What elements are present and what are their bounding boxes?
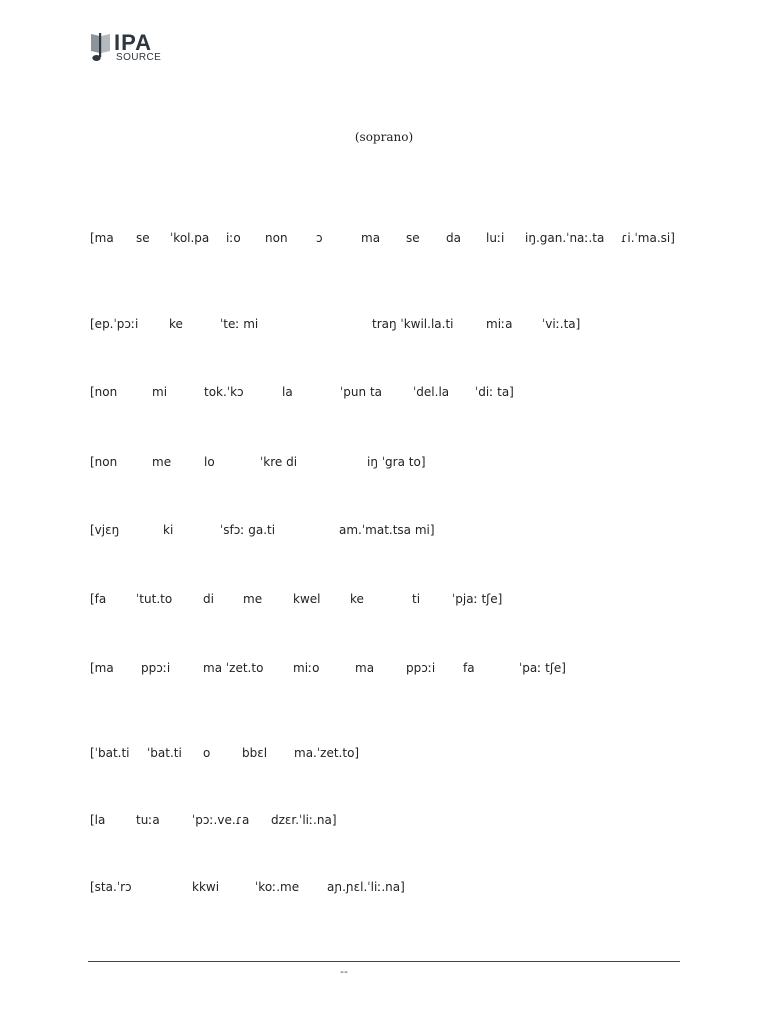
page-number: --	[340, 965, 348, 978]
ipa-word: tuːa	[136, 813, 160, 827]
ipa-word: ˈtut.to	[136, 592, 173, 606]
ipa-line	[0, 454, 768, 470]
ipa-word: aɲ.ɲɛl.ˈliː.na]	[327, 880, 405, 894]
ipa-line	[0, 660, 768, 676]
ipa-word: tok.ˈkɔ	[204, 385, 244, 399]
ipa-line	[0, 745, 768, 761]
ipa-word: se	[406, 231, 420, 245]
ipa-word: bbɛl	[242, 746, 268, 760]
ipa-word: ˈdiː ta]	[475, 385, 514, 399]
ipa-word: ppɔːi	[141, 661, 171, 675]
ipa-word: la	[282, 385, 293, 399]
ipa-line	[0, 591, 768, 607]
book-music-note-icon	[90, 31, 112, 63]
ipa-word: traŋ ˈkwil.la.ti	[372, 317, 454, 331]
ipa-word: ma	[361, 231, 381, 245]
ipa-word: me	[152, 455, 172, 469]
ipa-word: ˈsfɔː ga.ti	[220, 523, 276, 537]
ipa-word: [ma	[90, 661, 114, 675]
ipa-word: kwel	[293, 592, 321, 606]
ipa-word: ma.ˈzet.to]	[294, 746, 360, 760]
ipa-source-logo	[90, 31, 170, 65]
ipa-word: [vjɛŋ	[90, 523, 120, 537]
ipa-word: [sta.ˈrɔ	[90, 880, 132, 894]
logo-subtitle: SOURCE	[116, 52, 162, 63]
ipa-word: ma	[355, 661, 375, 675]
ipa-word: ke	[169, 317, 183, 331]
ipa-word: luːi	[486, 231, 505, 245]
ipa-word: ɔ	[316, 231, 323, 245]
ipa-word: ˈkol.pa	[170, 231, 210, 245]
ipa-word: da	[446, 231, 461, 245]
ipa-word: ˈdel.la	[413, 385, 450, 399]
ipa-word: ɾi.ˈma.si]	[621, 231, 675, 245]
ipa-word: kkwi	[192, 880, 220, 894]
ipa-word: am.ˈmat.tsa mi]	[339, 523, 435, 537]
ipa-word: iŋ.gan.ˈnaː.ta	[525, 231, 605, 245]
ipa-word: se	[136, 231, 150, 245]
ipa-word: iːo	[226, 231, 241, 245]
ipa-word: [ma	[90, 231, 114, 245]
ipa-word: iŋ ˈgra to]	[367, 455, 426, 469]
ipa-word: miːa	[486, 317, 513, 331]
ipa-word: ma ˈzet.to	[203, 661, 264, 675]
ipa-word: ˈkre di	[260, 455, 298, 469]
ipa-line	[0, 384, 768, 400]
ipa-line	[0, 316, 768, 332]
ipa-word: ˈpɔː.ve.ɾa	[192, 813, 250, 827]
ipa-word: ˈpaː tʃe]	[519, 661, 566, 675]
ipa-word: ppɔːi	[406, 661, 436, 675]
ipa-word: ˈkoː.me	[255, 880, 300, 894]
ipa-word: dzɛr.ˈliː.na]	[271, 813, 337, 827]
ipa-word: [non	[90, 385, 118, 399]
ipa-word: di	[203, 592, 214, 606]
ipa-word: [ep.ˈpɔːi	[90, 317, 139, 331]
ipa-word: fa	[463, 661, 475, 675]
logo-wordmark: IPA	[114, 30, 153, 55]
ipa-word: [fa	[90, 592, 107, 606]
ipa-word: ti	[412, 592, 421, 606]
role-heading: (soprano)	[354, 130, 414, 144]
ipa-word: mi	[152, 385, 168, 399]
footer-rule	[88, 961, 680, 962]
ipa-line	[0, 812, 768, 828]
ipa-word: me	[243, 592, 263, 606]
ipa-word: [ˈbat.ti	[90, 746, 130, 760]
ipa-word: [non	[90, 455, 118, 469]
ipa-word: non	[265, 231, 288, 245]
ipa-word: ˈpjaː tʃe]	[452, 592, 503, 606]
ipa-word: ˈviː.ta]	[542, 317, 581, 331]
ipa-word: ki	[163, 523, 174, 537]
ipa-line	[0, 522, 768, 538]
ipa-word: ke	[350, 592, 364, 606]
ipa-word: o	[203, 746, 211, 760]
ipa-word: lo	[204, 455, 215, 469]
ipa-word: [la	[90, 813, 106, 827]
ipa-word: ˈteː mi	[220, 317, 259, 331]
ipa-line	[0, 879, 768, 895]
ipa-line	[0, 230, 768, 246]
ipa-word: ˈbat.ti	[147, 746, 182, 760]
ipa-word: miːo	[293, 661, 320, 675]
ipa-word: ˈpun ta	[340, 385, 382, 399]
